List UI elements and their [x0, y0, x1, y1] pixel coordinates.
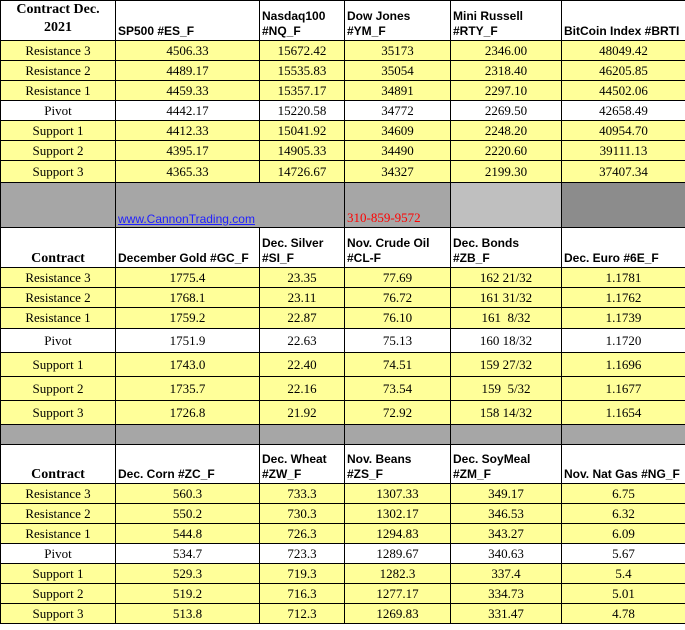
separator-cell [345, 425, 451, 445]
level-value: 1269.83 [345, 604, 451, 624]
level-label: Support 2 [1, 377, 116, 401]
separator-cell [116, 425, 260, 445]
level-label: Pivot [1, 329, 116, 353]
table-row [1, 161, 685, 183]
level-value: 712.3 [260, 604, 345, 624]
level-value: 2248.20 [451, 121, 562, 141]
level-label: Pivot [1, 101, 116, 121]
table-row [1, 353, 685, 377]
table-row [1, 524, 685, 544]
level-label: Support 2 [1, 141, 116, 161]
level-value: 1.1677 [562, 377, 685, 401]
level-value: 44502.06 [562, 81, 685, 101]
level-value: 331.47 [451, 604, 562, 624]
pivot-row [1, 544, 685, 564]
level-label: Resistance 2 [1, 504, 116, 524]
level-value: 22.16 [260, 377, 345, 401]
level-value: 34609 [345, 121, 451, 141]
table-row [1, 308, 685, 329]
level-value: 343.27 [451, 524, 562, 544]
level-value: 14726.67 [260, 161, 345, 183]
separator-cell [1, 183, 116, 228]
level-value: 730.3 [260, 504, 345, 524]
level-value: 15535.83 [260, 61, 345, 81]
level-value: 1289.67 [345, 544, 451, 564]
contract-header: Contract Dec. 2021 [1, 1, 116, 41]
table-row [1, 121, 685, 141]
level-label: Resistance 1 [1, 308, 116, 329]
level-value: 550.2 [116, 504, 260, 524]
level-value: 4506.33 [116, 41, 260, 61]
level-value: 4.78 [562, 604, 685, 624]
level-value: 15672.42 [260, 41, 345, 61]
website-link[interactable]: www.CannonTrading.com [116, 183, 345, 228]
level-value: 14905.33 [260, 141, 345, 161]
level-label: Support 3 [1, 401, 116, 425]
level-label: Resistance 2 [1, 61, 116, 81]
symbol-header: BitCoin Index #BRTI [562, 1, 685, 41]
level-value: 337.4 [451, 564, 562, 584]
level-value: 34772 [345, 101, 451, 121]
level-label: Resistance 3 [1, 484, 116, 504]
level-value: 1.1696 [562, 353, 685, 377]
level-value: 5.67 [562, 544, 685, 564]
level-label: Support 3 [1, 604, 116, 624]
level-value: 2199.30 [451, 161, 562, 183]
contract-header: Contract [1, 228, 116, 268]
contact-separator-row [1, 183, 685, 228]
level-label: Support 1 [1, 121, 116, 141]
separator-cell [1, 425, 116, 445]
level-value: 159 5/32 [451, 377, 562, 401]
level-value: 1.1781 [562, 268, 685, 288]
section-1-header-row [1, 1, 685, 41]
level-value: 4395.17 [116, 141, 260, 161]
symbol-header: Dec. Silver #SI_F [260, 228, 345, 268]
level-value: 22.87 [260, 308, 345, 329]
separator-cell [451, 183, 562, 228]
level-value: 162 21/32 [451, 268, 562, 288]
level-value: 15220.58 [260, 101, 345, 121]
table-row [1, 41, 685, 61]
level-label: Resistance 3 [1, 41, 116, 61]
level-value: 1775.4 [116, 268, 260, 288]
level-value: 160 18/32 [451, 329, 562, 353]
level-value: 534.7 [116, 544, 260, 564]
level-value: 340.63 [451, 544, 562, 564]
table-row [1, 401, 685, 425]
symbol-header: Dec. Bonds #ZB_F [451, 228, 562, 268]
level-value: 2318.40 [451, 61, 562, 81]
level-label: Support 3 [1, 161, 116, 183]
table-row [1, 81, 685, 101]
level-value: 40954.70 [562, 121, 685, 141]
level-value: 22.40 [260, 353, 345, 377]
level-value: 6.09 [562, 524, 685, 544]
level-value: 719.3 [260, 564, 345, 584]
level-label: Pivot [1, 544, 116, 564]
table-row [1, 604, 685, 624]
level-value: 39111.13 [562, 141, 685, 161]
level-value: 334.73 [451, 584, 562, 604]
separator-cell [451, 425, 562, 445]
table-row [1, 584, 685, 604]
level-label: Resistance 1 [1, 81, 116, 101]
pivot-row [1, 101, 685, 121]
level-value: 15357.17 [260, 81, 345, 101]
level-value: 2220.60 [451, 141, 562, 161]
level-value: 1759.2 [116, 308, 260, 329]
table-row [1, 141, 685, 161]
level-value: 37407.34 [562, 161, 685, 183]
level-value: 77.69 [345, 268, 451, 288]
symbol-header: Dec. Wheat #ZW_F [260, 445, 345, 484]
pivot-row [1, 329, 685, 353]
level-value: 2269.50 [451, 101, 562, 121]
level-value: 35054 [345, 61, 451, 81]
level-value: 161 31/32 [451, 288, 562, 308]
level-value: 716.3 [260, 584, 345, 604]
level-value: 4459.33 [116, 81, 260, 101]
table-row [1, 564, 685, 584]
level-value: 159 27/32 [451, 353, 562, 377]
level-value: 23.35 [260, 268, 345, 288]
symbol-header: Nov. Beans #ZS_F [345, 445, 451, 484]
level-value: 1277.17 [345, 584, 451, 604]
symbol-header: SP500 #ES_F [116, 1, 260, 41]
symbol-header: Mini Russell #RTY_F [451, 1, 562, 41]
level-value: 48049.42 [562, 41, 685, 61]
level-value: 34490 [345, 141, 451, 161]
level-value: 1768.1 [116, 288, 260, 308]
level-label: Resistance 3 [1, 268, 116, 288]
table-row [1, 484, 685, 504]
table-row [1, 504, 685, 524]
symbol-header: Dow Jones #YM_F [345, 1, 451, 41]
level-value: 560.3 [116, 484, 260, 504]
symbol-header: Dec. Corn #ZC_F [116, 445, 260, 484]
level-value: 6.75 [562, 484, 685, 504]
level-value: 76.72 [345, 288, 451, 308]
level-value: 161 8/32 [451, 308, 562, 329]
symbol-header: Dec. SoyMeal #ZM_F [451, 445, 562, 484]
level-value: 2346.00 [451, 41, 562, 61]
level-value: 1302.17 [345, 504, 451, 524]
level-value: 34891 [345, 81, 451, 101]
level-value: 1735.7 [116, 377, 260, 401]
level-value: 733.3 [260, 484, 345, 504]
symbol-header: Nov. Crude Oil #CL-F [345, 228, 451, 268]
level-value: 1.1739 [562, 308, 685, 329]
symbol-header: Nov. Nat Gas #NG_F [562, 445, 685, 484]
level-value: 726.3 [260, 524, 345, 544]
level-value: 72.92 [345, 401, 451, 425]
level-value: 1726.8 [116, 401, 260, 425]
separator-cell [562, 183, 685, 228]
level-value: 1307.33 [345, 484, 451, 504]
table-row [1, 377, 685, 401]
level-value: 346.53 [451, 504, 562, 524]
level-value: 349.17 [451, 484, 562, 504]
level-value: 22.63 [260, 329, 345, 353]
symbol-header: December Gold #GC_F [116, 228, 260, 268]
level-value: 76.10 [345, 308, 451, 329]
level-label: Resistance 2 [1, 288, 116, 308]
level-label: Support 1 [1, 353, 116, 377]
level-value: 513.8 [116, 604, 260, 624]
separator-row [1, 425, 685, 445]
level-value: 4489.17 [116, 61, 260, 81]
table-row [1, 288, 685, 308]
level-value: 2297.10 [451, 81, 562, 101]
level-value: 5.01 [562, 584, 685, 604]
level-label: Support 1 [1, 564, 116, 584]
table-row [1, 268, 685, 288]
level-value: 42658.49 [562, 101, 685, 121]
level-value: 23.11 [260, 288, 345, 308]
level-label: Support 2 [1, 584, 116, 604]
level-label: Resistance 1 [1, 524, 116, 544]
level-value: 75.13 [345, 329, 451, 353]
level-value: 723.3 [260, 544, 345, 564]
symbol-header: Dec. Euro #6E_F [562, 228, 685, 268]
symbol-header: Nasdaq100 #NQ_F [260, 1, 345, 41]
level-value: 15041.92 [260, 121, 345, 141]
phone-number: 310-859-9572 [345, 183, 451, 228]
level-value: 4365.33 [116, 161, 260, 183]
section-2-header-row [1, 228, 685, 268]
level-value: 1751.9 [116, 329, 260, 353]
level-value: 1294.83 [345, 524, 451, 544]
level-value: 4412.33 [116, 121, 260, 141]
level-value: 4442.17 [116, 101, 260, 121]
level-value: 35173 [345, 41, 451, 61]
level-value: 1743.0 [116, 353, 260, 377]
section-3-header-row [1, 445, 685, 484]
separator-cell [562, 425, 685, 445]
level-value: 544.8 [116, 524, 260, 544]
level-value: 46205.85 [562, 61, 685, 81]
level-value: 529.3 [116, 564, 260, 584]
level-value: 6.32 [562, 504, 685, 524]
level-value: 1.1762 [562, 288, 685, 308]
level-value: 1.1654 [562, 401, 685, 425]
level-value: 519.2 [116, 584, 260, 604]
level-value: 21.92 [260, 401, 345, 425]
level-value: 73.54 [345, 377, 451, 401]
separator-cell [260, 425, 345, 445]
level-value: 158 14/32 [451, 401, 562, 425]
table-row [1, 61, 685, 81]
contract-header: Contract [1, 445, 116, 484]
level-value: 74.51 [345, 353, 451, 377]
level-value: 34327 [345, 161, 451, 183]
level-value: 1282.3 [345, 564, 451, 584]
level-value: 5.4 [562, 564, 685, 584]
level-value: 1.1720 [562, 329, 685, 353]
